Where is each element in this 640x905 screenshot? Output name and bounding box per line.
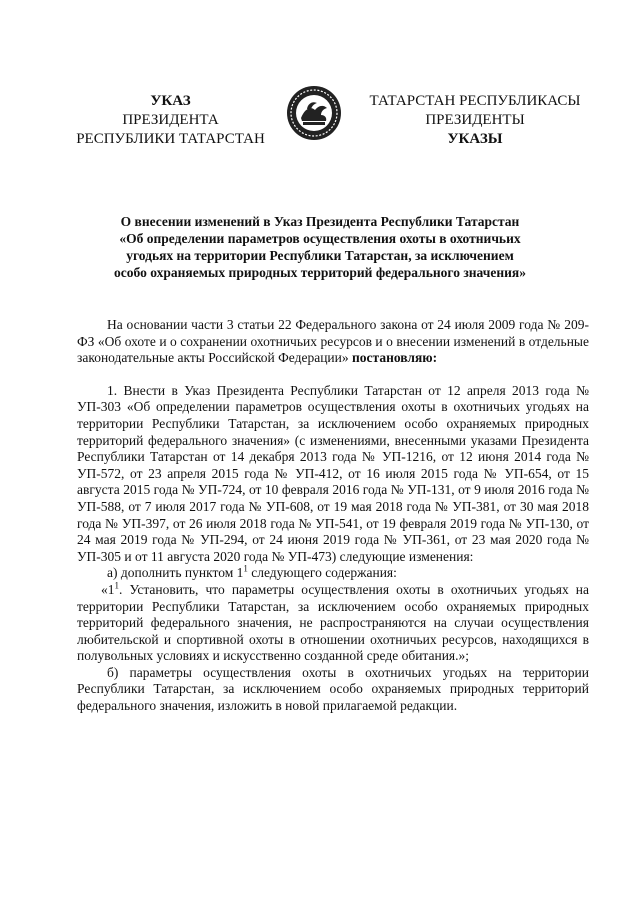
document-header	[0, 0, 640, 170]
preamble-paragraph	[77, 317, 589, 367]
title-line: угодьях на территории Республики Татарстан, за исключением	[126, 248, 514, 263]
header-right-tatar	[360, 92, 590, 149]
quoted-clause	[77, 582, 589, 665]
document-title	[70, 213, 570, 281]
header-left-russian	[58, 92, 283, 149]
header-left-line: ПРЕЗИДЕНТА	[122, 112, 219, 128]
header-right-line: ТАТАРСТАН РЕСПУБЛИКАСЫ	[369, 93, 581, 109]
document-body	[77, 317, 589, 715]
subitem-a-prefix: а) дополнить пунктом 1	[107, 565, 244, 581]
header-left-line: РЕСПУБЛИКИ ТАТАРСТАН	[76, 131, 265, 147]
header-right-line: УКАЗЫ	[447, 131, 503, 147]
title-line: особо охраняемых природных территорий федерального значения»	[114, 265, 526, 280]
subitem-a-suffix: следующего содержания:	[247, 565, 397, 581]
header-left-line: УКАЗ	[150, 93, 191, 109]
subitem-a-superscript: 1	[243, 563, 248, 574]
quoted-clause-text: . Установить, что параметры осуществления охоты в охотничьих угодьях на территории Республики Татарстан, за исключением особо охраняемых природных территорий федерального значения, не распространяются на случаи осуществления любительской и спортивной охоты в отношении охотничьих ресурсов, находящихся в полувольных условиях и искусственно созданной среде обитания.»;	[77, 581, 589, 664]
subitem-b: б) параметры осуществления охоты в охотничьих угодьях на территории Республики Татарстан, за исключением особо охраняемых природных территорий федерального значения, изложить в новой прилагаемой редакции.	[77, 664, 589, 714]
preamble-text: На основании части 3 статьи 22 Федерального закона от 24 июля 2009 года № 209-ФЗ «Об охоте и о сохранении охотничьих ресурсов и о внесении изменений в отдельные законодательные акты Российской Федерации»	[77, 317, 589, 366]
title-line: «Об определении параметров осуществления охоты в охотничьих	[119, 231, 521, 246]
quoted-clause-prefix: «1	[101, 581, 115, 597]
title-line: О внесении изменений в Указ Президента Республики Татарстан	[120, 214, 520, 229]
item-1-paragraph: 1. Внести в Указ Президента Республики Татарстан от 12 апреля 2013 года № УП-303 «Об определении параметров осуществления охоты в охотничьих угодьях на территории Республики Татарстан, за исключением особо охраняемых природных территорий федерального значения» (с изменениями, внесенными указами Президента Республики Татарстан от 14 декабря 2013 года № УП-1216, от 12 июня 2014 года № УП-572, от 23 апреля 2015 года № УП-412, от 16 июля 2015 года № УП-654, от 15 августа 2015 года № УП-724, от 10 февраля 2016 года № УП-131, от 9 июля 2016 года № УП-588, от 7 июля 2017 года № УП-608, от 19 мая 2018 года № УП-381, от 30 мая 2018 года № УП-397, от 26 июля 2018 года № УП-541, от 19 февраля 2019 года № УП-130, от 24 мая 2019 года № УП-294, от 24 июня 2019 года № УП-361, от 23 мая 2020 года № УП-305 и от 11 августа 2020 года № УП-473) следующие изменения:	[77, 382, 589, 564]
preamble-decree-word: постановляю:	[348, 350, 438, 366]
tatarstan-coat-of-arms-icon	[285, 84, 343, 142]
quoted-clause-superscript: 1	[114, 580, 119, 591]
subitem-a	[77, 565, 589, 582]
header-right-line: ПРЕЗИДЕНТЫ	[425, 112, 525, 128]
